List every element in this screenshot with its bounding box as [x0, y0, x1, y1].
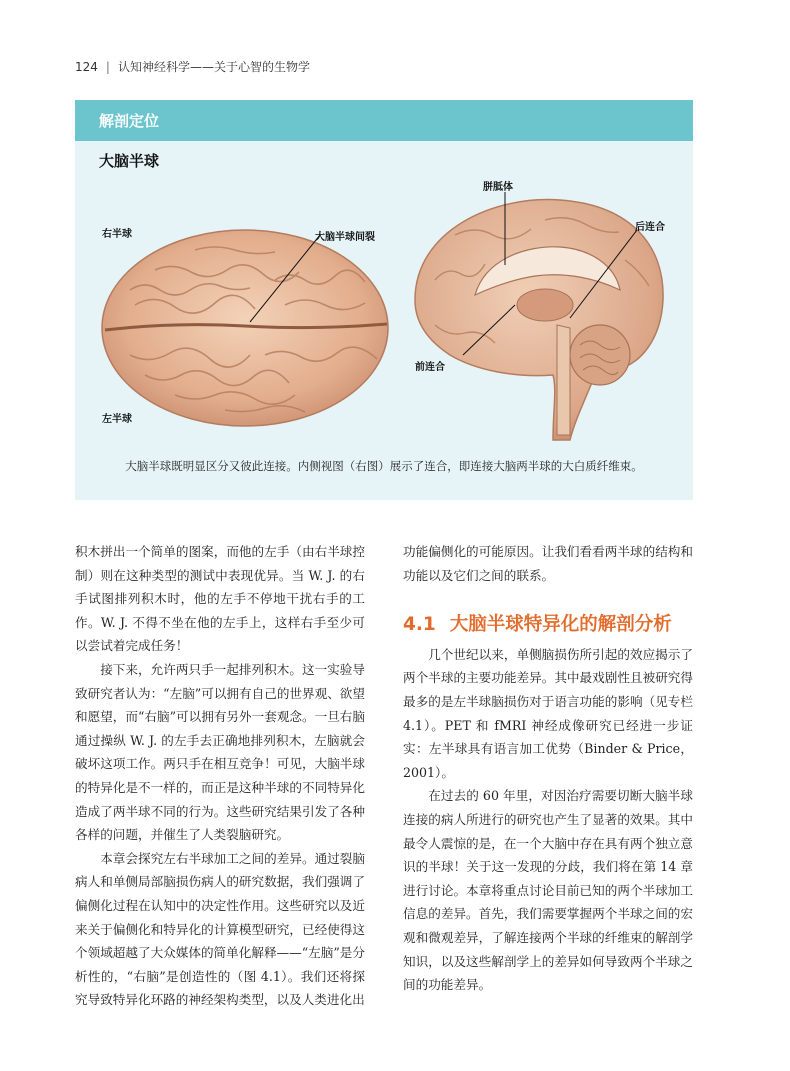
book-title: 认知神经科学——关于心智的生物学	[117, 60, 310, 74]
anatomy-box	[75, 100, 693, 500]
label-anterior-commissure: 前连合	[415, 362, 445, 373]
brain-top-view	[102, 230, 388, 426]
paragraph: 几个世纪以来，单侧脑损伤所引起的效应揭示了两个半球的主要功能差异。其中最戏剧性且被研究得最多的是左半球脑损伤对于语言功能的影响（见专栏 4.1）。PET 和 fMRI 神经成像研究已经进一步证实：左半球具有语言加工优势（Binder & Price，2001）。	[403, 646, 693, 780]
section-heading	[403, 613, 693, 637]
left-column	[75, 540, 365, 1012]
section-title: 大脑半球特异化的解剖分析	[449, 614, 672, 636]
header-separator: |	[105, 60, 110, 74]
label-right-hemisphere: 右半球	[102, 229, 132, 240]
paragraph: 本章会探究左右半球加工之间的差异。通过裂脑病人和单侧局部脑损伤病人的研究数据，我们强调了偏侧化过程在认知中的决定性作用。这些研究以及近来关于偏侧化和特异化的计算模型研究，已经使得这个领域超越了大众媒体的简单化解释——“左脑”是分析性的，“右脑”是创造性的（图 4.1）。我们还将探究导致特异化环路的神经架构类型，以及人类进化出	[75, 850, 365, 1008]
label-longitudinal-fissure: 大脑半球间裂	[315, 232, 375, 243]
section-number: 4.1	[403, 614, 436, 636]
right-column	[403, 540, 693, 997]
brain-figure	[75, 100, 693, 500]
label-left-hemisphere: 左半球	[102, 414, 132, 425]
anatomy-box-subtitle: 大脑半球	[99, 152, 160, 170]
cerebellum-shape	[570, 325, 630, 385]
brain-medial-view	[415, 192, 663, 440]
label-corpus-callosum: 胼胝体	[483, 182, 513, 193]
paragraph: 在过去的 60 年里，对因治疗需要切断大脑半球连接的病人所进行的研究也产生了显著的效果。其中最令人震惊的是，在一个大脑中存在具有两个独立意识的半球！关于这一发现的分歧，我们将在第 14 章进行讨论。本章将重点讨论目前已知的两个半球加工信息的差异。首先，我们需要掌握两个半球之间的宏观和微观差异，了解连接两个半球的纤维束的解剖学知识，以及这些解剖学上的差异如何导致两个半球之间的功能差异。	[403, 788, 693, 993]
label-posterior-commissure: 后连合	[635, 222, 665, 233]
page-number: 124	[75, 60, 98, 74]
paragraph: 接下来，允许两只手一起排列积木。这一实验导致研究者认为：“左脑”可以拥有自己的世界观、欲望和愿望，而“右脑”可以拥有另外一套观念。一旦右脑通过操纵 W. J. 的左手去正确地排列积木，左脑就会破坏这项工作。两只手在相互竞争！可见，大脑半球的特异化是不一样的，而正是这种半球的不同特异化造成了两半球不同的行为。这些研究结果引发了各种各样的问题，并催生了人类裂脑研究。	[75, 661, 365, 843]
running-head	[75, 58, 310, 75]
anatomy-box-header: 解剖定位	[75, 100, 693, 141]
figure-caption: 大脑半球既明显区分又彼此连接。内侧视图（右图）展示了连合，即连接大脑两半球的大白质纤维束。	[125, 459, 643, 473]
paragraph: 功能偏侧化的可能原因。让我们看看两半球的结构和功能以及它们之间的联系。	[403, 544, 693, 583]
paragraph: 积木拼出一个简单的图案，而他的左手（由右半球控制）则在这种类型的测试中表现优异。当 W. J. 的右手试图排列积木时，他的左手不停地干扰右手的工作。W. J. 不得不坐在他的左手上，这样右手至少可以尝试着完成任务！	[75, 544, 365, 654]
